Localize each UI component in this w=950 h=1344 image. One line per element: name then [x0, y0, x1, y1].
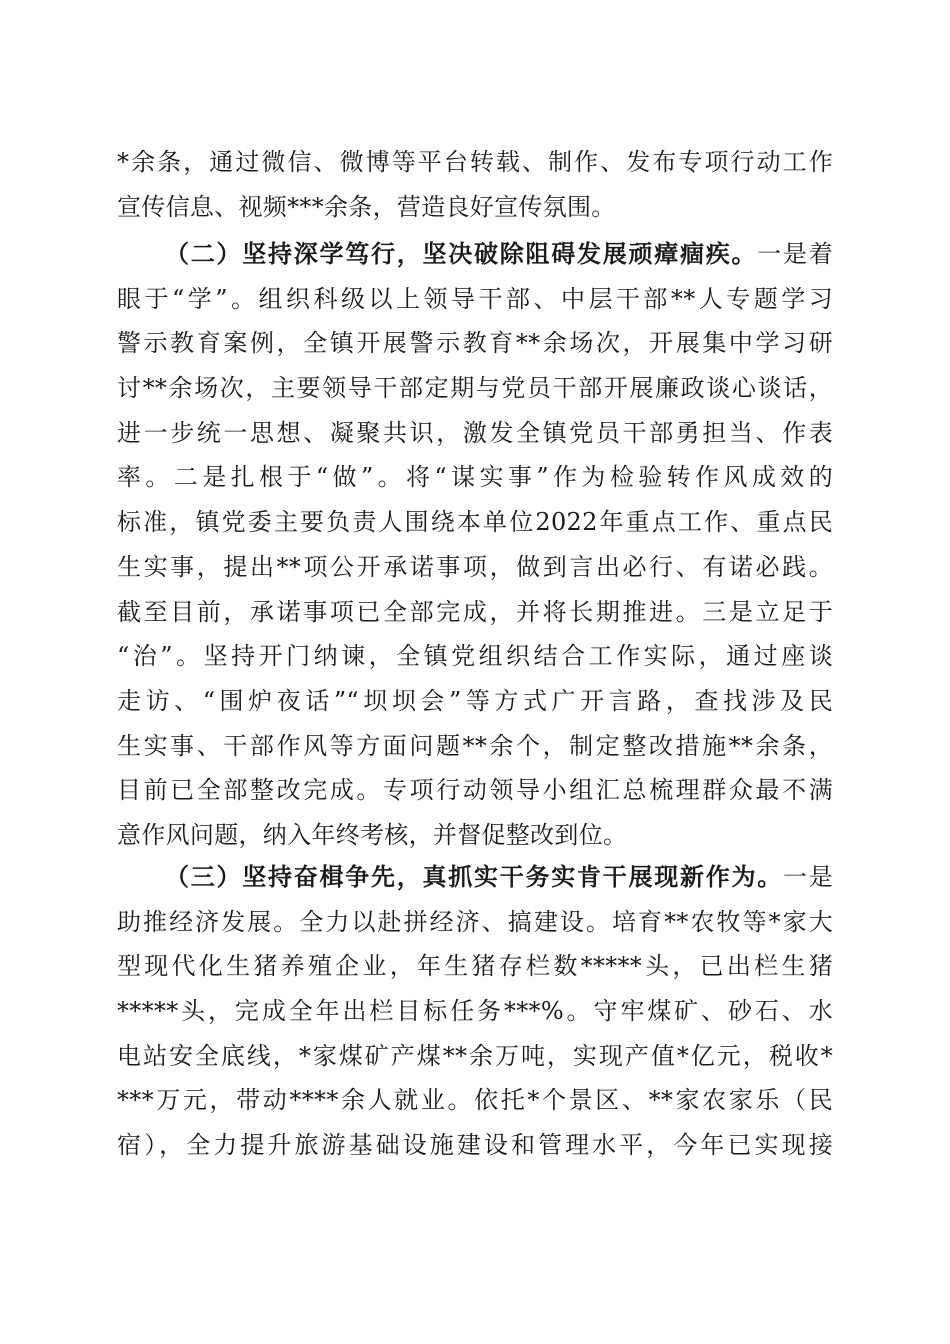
- text-line: 走访、“围炉夜话”“坝坝会”等方式广开言路，查找涉及民: [117, 686, 833, 715]
- text-line: 生实事、干部作风等方面问题**余个，制定整改措施**余条，: [117, 731, 833, 760]
- text-line: 型现代化生猪养殖企业，年生猪存栏数*****头，已出栏生猪: [117, 952, 833, 981]
- section-heading: （二）坚持深学笃行，坚决破除阻碍发展顽瘴痼疾。: [165, 239, 758, 268]
- text-line: 截至目前，承诺事项已全部完成，并将长期推进。三是立足于: [117, 597, 833, 626]
- section-heading: （三）坚持奋楫争先，真抓实干务实肯干展现新作为。: [165, 862, 783, 891]
- text-line: 率。二是扎根于“做”。将“谋实事”作为检验转作风成效的: [117, 463, 833, 492]
- text-line: *余条，通过微信、微博等平台转载、制作、发布专项行动工作: [117, 148, 833, 176]
- paragraph-3: [117, 855, 833, 1168]
- text-line: 讨**余场次，主要领导干部定期与党员干部开展廉政谈心谈话，: [117, 374, 833, 403]
- text-line: 眼于“学”。组织科级以上领导干部、中层干部**人专题学习: [117, 284, 833, 313]
- text-line: 宣传信息、视频***余条，营造良好宣传氛围。: [117, 192, 616, 221]
- text-line: 目前已全部整改完成。专项行动领导小组汇总梳理群众最不满: [117, 776, 833, 805]
- text-line: “治”。坚持开门纳谏，全镇党组织结合工作实际，通过座谈: [117, 642, 833, 671]
- text-span: 一是: [782, 863, 834, 891]
- text-line: 进一步统一思想、凝聚共识，激发全镇党员干部勇担当、作表: [117, 418, 833, 447]
- text-line: *****头，完成全年出栏目标任务***%。守牢煤矿、砂石、水: [117, 997, 833, 1026]
- paragraph-first-line: [117, 855, 833, 900]
- paragraph-first-line: [117, 232, 833, 277]
- text-line: ***万元，带动****余人就业。依托*个景区、**家农家乐（民: [117, 1086, 833, 1115]
- text-line: 助推经济发展。全力以赴拼经济、搞建设。培育**农牧等*家大: [117, 907, 833, 936]
- text-line: 标准，镇党委主要负责人围绕本单位2022年重点工作、重点民: [117, 508, 833, 537]
- text-span: 一是着: [757, 240, 833, 268]
- text-line: 电站安全底线，*家煤矿产煤**余万吨，实现产值*亿元，税收*: [117, 1041, 833, 1070]
- text-line: 宿），全力提升旅游基础设施建设和管理水平，今年已实现接: [117, 1131, 833, 1160]
- text-line: 意作风问题，纳入年终考核，并督促整改到位。: [117, 820, 628, 849]
- text-line: 警示教育案例，全镇开展警示教育**余场次，开展集中学习研: [117, 329, 833, 358]
- text-line: 生实事，提出**项公开承诺事项，做到言出必行、有诺必践。: [117, 552, 833, 581]
- paragraph-1: [117, 140, 833, 229]
- paragraph-2: [117, 232, 833, 858]
